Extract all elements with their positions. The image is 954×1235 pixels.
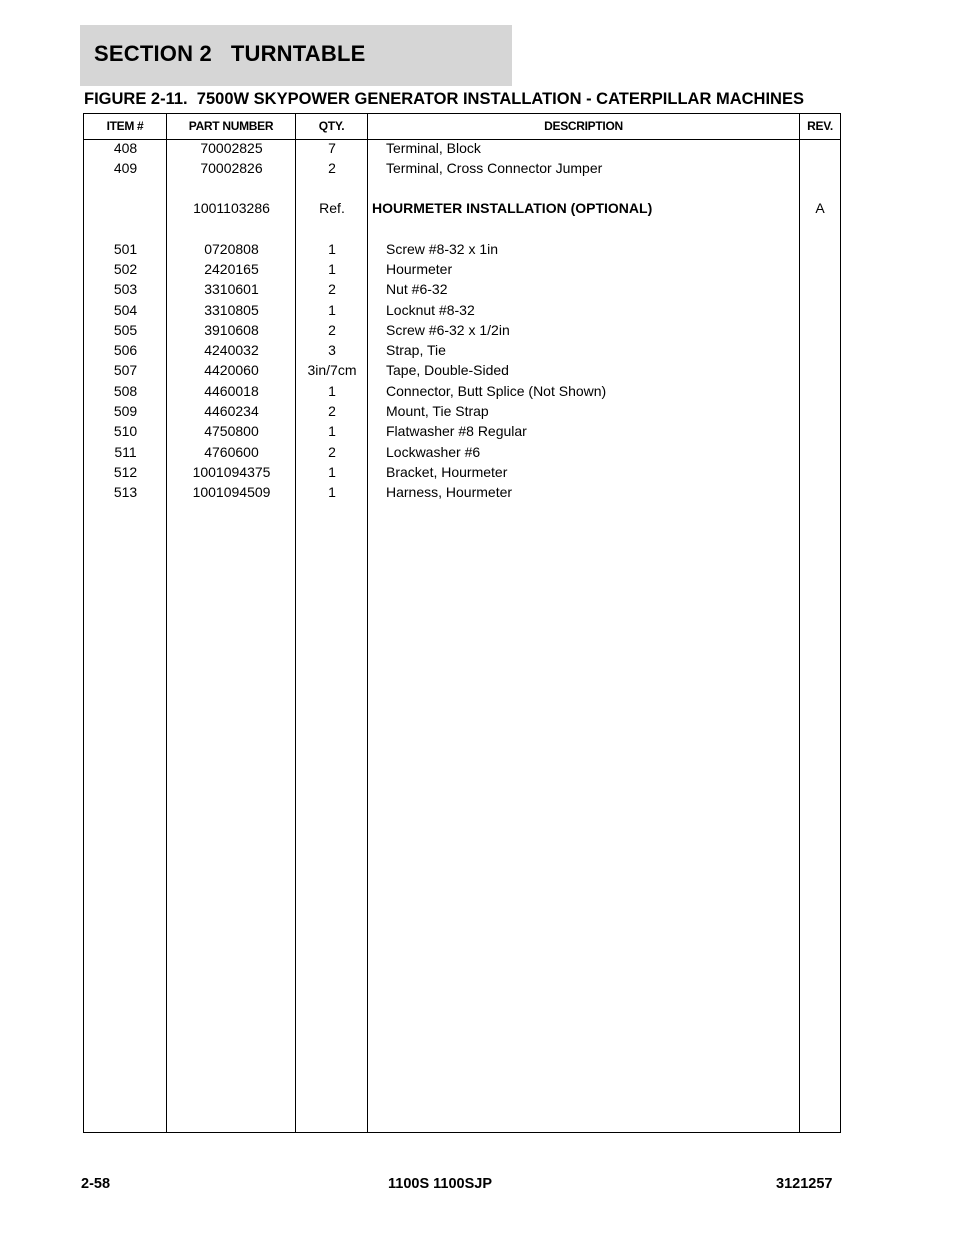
- table-row: [84, 279, 840, 299]
- revision-cell: [800, 320, 840, 340]
- column-header-rev: REV.: [807, 119, 833, 133]
- table-row: [84, 442, 840, 462]
- parts-table: [83, 113, 841, 1133]
- description-cell: Lockwasher #6: [386, 444, 481, 460]
- item-number-cell: 502: [113, 261, 138, 277]
- revision-cell: [800, 279, 840, 299]
- item-number-cell: 503: [113, 281, 138, 297]
- revision-cell: [800, 482, 840, 502]
- description-cell: Bracket, Hourmeter: [386, 464, 508, 480]
- item-number-cell: 510: [113, 423, 138, 439]
- revision-cell: [800, 340, 840, 360]
- table-row: [84, 381, 840, 401]
- column-header-item: ITEM #: [106, 119, 144, 133]
- figure-title: FIGURE 2-11. 7500W SKYPOWER GENERATOR INSTALLATION - CATERPILLAR MACHINES: [84, 90, 804, 108]
- description-cell: Terminal, Cross Connector Jumper: [386, 160, 603, 176]
- item-number-cell: 408: [113, 140, 138, 156]
- revision-cell: [800, 442, 840, 462]
- page-number: 2-58: [81, 1176, 111, 1192]
- revision-cell: [800, 239, 840, 259]
- quantity-cell: 1: [328, 261, 336, 277]
- part-number-cell: 3310601: [204, 281, 259, 297]
- quantity-cell: 7: [328, 140, 336, 156]
- item-number-cell: 512: [113, 464, 138, 480]
- table-row: [84, 158, 840, 178]
- description-cell: Connector, Butt Splice (Not Shown): [386, 383, 607, 399]
- description-cell: Hourmeter: [386, 261, 453, 277]
- quantity-cell: 2: [328, 160, 336, 176]
- item-number-cell: 507: [113, 362, 138, 378]
- description-cell: Locknut #8-32: [386, 302, 475, 318]
- quantity-cell: 1: [328, 423, 336, 439]
- quantity-cell: Ref.: [319, 200, 345, 216]
- revision-cell: [800, 259, 840, 279]
- table-row: [84, 239, 840, 259]
- quantity-cell: 2: [328, 322, 336, 338]
- part-number-cell: 4240032: [204, 342, 259, 358]
- part-number-cell: 1001103286: [193, 200, 270, 216]
- item-number-cell: 513: [113, 484, 138, 500]
- table-row: [84, 401, 840, 421]
- revision-cell: [800, 462, 840, 482]
- table-row: [84, 340, 840, 360]
- item-number-cell: 504: [113, 302, 138, 318]
- part-number-cell: 4750800: [204, 423, 259, 439]
- revision-cell: [800, 421, 840, 441]
- part-number-cell: 3910608: [204, 322, 259, 338]
- revision-cell: [800, 381, 840, 401]
- description-cell: Terminal, Block: [386, 140, 481, 156]
- quantity-cell: 2: [328, 281, 336, 297]
- model-name: 1100S 1100SJP: [388, 1176, 493, 1192]
- part-number-cell: 70002826: [200, 160, 263, 176]
- table-row: [84, 421, 840, 441]
- part-number-cell: 2420165: [204, 261, 259, 277]
- item-number-cell: 501: [113, 241, 138, 257]
- description-cell: Harness, Hourmeter: [386, 484, 513, 500]
- item-number-cell: 506: [113, 342, 138, 358]
- quantity-cell: 3in/7cm: [307, 362, 357, 378]
- revision-cell: [800, 138, 840, 158]
- revision-cell: [800, 360, 840, 380]
- quantity-cell: 1: [328, 241, 336, 257]
- description-cell: HOURMETER INSTALLATION (OPTIONAL): [372, 200, 653, 216]
- quantity-cell: 1: [328, 302, 336, 318]
- column-header-part-number: PART NUMBER: [188, 119, 274, 133]
- table-row: [84, 320, 840, 340]
- quantity-cell: 2: [328, 403, 336, 419]
- column-header-description: DESCRIPTION: [544, 119, 623, 133]
- item-number-cell: [84, 198, 167, 218]
- section-title: SECTION 2 TURNTABLE: [94, 41, 366, 66]
- part-number-cell: 1001094375: [192, 464, 271, 480]
- description-cell: Mount, Tie Strap: [386, 403, 489, 419]
- revision-cell: [800, 158, 840, 178]
- item-number-cell: 509: [113, 403, 138, 419]
- part-number-cell: 4460234: [204, 403, 259, 419]
- quantity-cell: 1: [328, 383, 336, 399]
- quantity-cell: 2: [328, 444, 336, 460]
- quantity-cell: 1: [328, 464, 336, 480]
- item-number-cell: 505: [113, 322, 138, 338]
- item-number-cell: 508: [113, 383, 138, 399]
- revision-cell: [800, 401, 840, 421]
- table-row: [84, 300, 840, 320]
- table-row: [84, 462, 840, 482]
- description-cell: Flatwasher #8 Regular: [386, 423, 527, 439]
- part-number-cell: 1001094509: [192, 484, 271, 500]
- part-number-cell: 4760600: [204, 444, 259, 460]
- revision-cell: A: [815, 200, 825, 216]
- part-number-cell: 3310805: [204, 302, 259, 318]
- column-header-qty: QTY.: [318, 119, 345, 133]
- table-row: [84, 482, 840, 502]
- quantity-cell: 3: [328, 342, 336, 358]
- table-row: [84, 259, 840, 279]
- revision-cell: [800, 300, 840, 320]
- table-row-assembly: [84, 198, 840, 218]
- section-header-box: [80, 25, 512, 86]
- table-row: [84, 138, 840, 158]
- description-cell: Strap, Tie: [386, 342, 446, 358]
- part-number-cell: 4460018: [204, 383, 259, 399]
- description-cell: Screw #8-32 x 1in: [386, 241, 499, 257]
- description-cell: Screw #6-32 x 1/2in: [386, 322, 510, 338]
- part-number-cell: 4420060: [204, 362, 259, 378]
- part-number-cell: 0720808: [204, 241, 259, 257]
- description-cell: Nut #6-32: [386, 281, 448, 297]
- item-number-cell: 409: [113, 160, 138, 176]
- table-row: [84, 360, 840, 380]
- item-number-cell: 511: [114, 444, 137, 460]
- quantity-cell: 1: [328, 484, 336, 500]
- part-number-cell: 70002825: [200, 140, 263, 156]
- description-cell: Tape, Double-Sided: [386, 362, 509, 378]
- document-number: 3121257: [776, 1176, 833, 1192]
